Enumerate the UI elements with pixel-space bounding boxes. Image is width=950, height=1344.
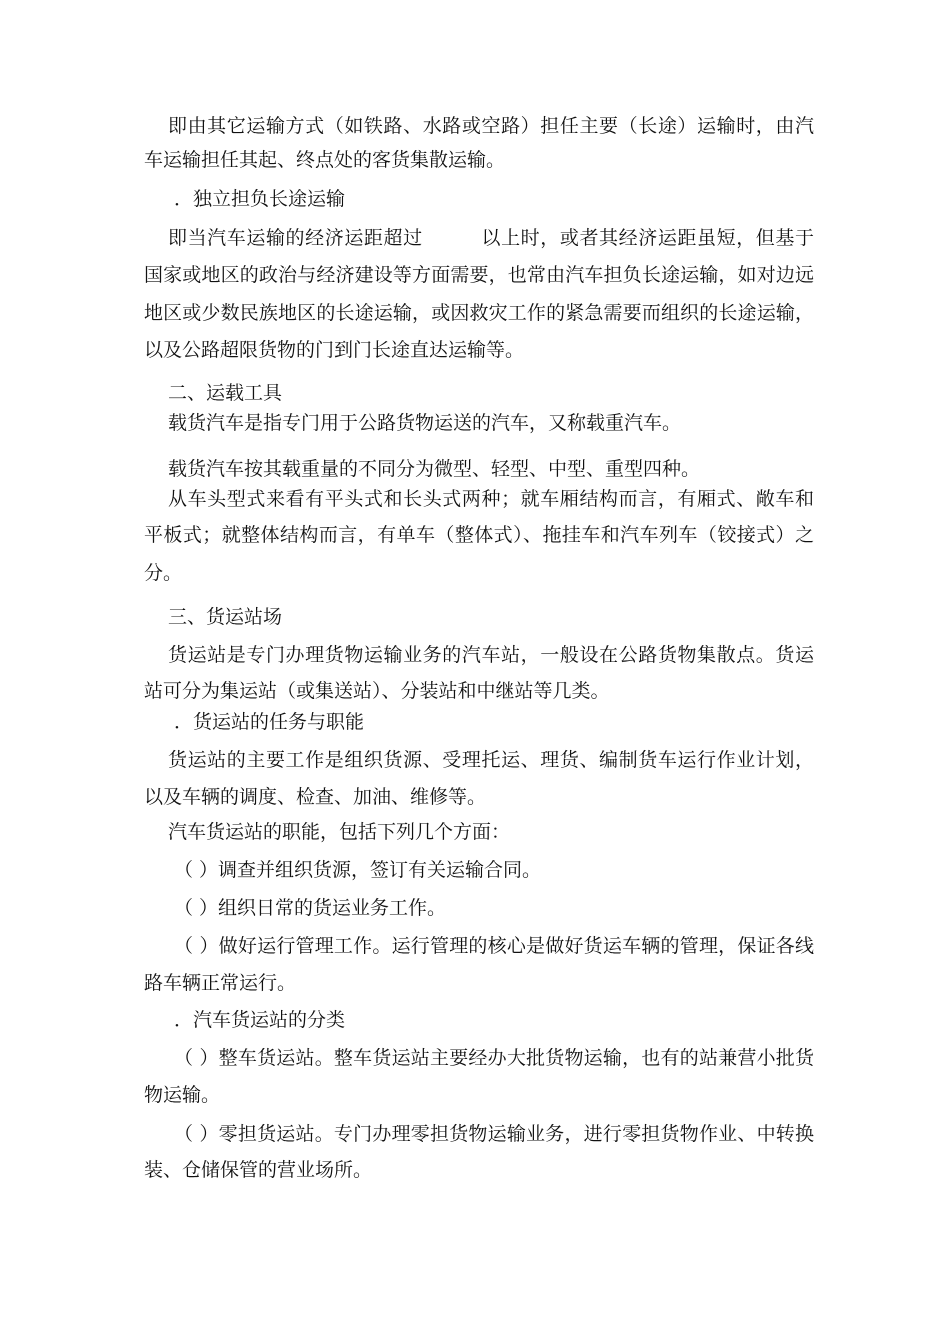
section-heading: ．汽车货运站的分类 [174, 1009, 346, 1031]
text-line: 站可分为集运站（或集送站）、分装站和中继站等几类。 [144, 680, 610, 702]
text-line: 地区或少数民族地区的长途运输，或因救灾工作的紧急需要而组织的长途运输， [144, 302, 814, 324]
section-heading: ．独立担负长途运输 [174, 188, 346, 210]
list-item: （ ）组织日常的货运业务工作。 [174, 897, 447, 919]
text-line: 以及公路超限货物的门到门长途直达运输等。 [144, 339, 525, 361]
text-line: 路车辆正常运行。 [144, 972, 297, 994]
text-line: 平板式；就整体结构而言，有单车（整体式）、拖挂车和汽车列车（铰接式）之 [144, 524, 814, 546]
list-item: （ ）调查并组织货源，签订有关运输合同。 [174, 859, 542, 881]
section-heading: 二、运载工具 [168, 382, 283, 404]
text-line: 载货汽车是指专门用于公路货物运送的汽车，又称载重汽车。 [168, 412, 682, 434]
text-line: 物运输。 [144, 1084, 221, 1106]
text-line: 货运站的主要工作是组织货源、受理托运、理货、编制货车运行作业计划， [168, 749, 814, 771]
text-line: 即当汽车运输的经济运距超过 以上时，或者其经济运距虽短，但基于 [168, 227, 814, 249]
text-line: 从车头型式来看有平头式和长头式两种；就车厢结构而言，有厢式、敞车和 [168, 488, 814, 510]
list-item: （ ）零担货运站。专门办理零担货物运输业务，进行零担货物作业、中转换 [174, 1123, 814, 1145]
text-line: 分。 [144, 562, 183, 584]
section-heading: 三、货运站场 [168, 606, 283, 628]
text-line: 即由其它运输方式（如铁路、水路或空路）担任主要（长途）运输时，由汽 [168, 115, 814, 137]
text-line: 国家或地区的政治与经济建设等方面需要，也常由汽车担负长途运输，如对边远 [144, 264, 814, 286]
text-line: 载货汽车按其载重量的不同分为微型、轻型、中型、重型四种。 [168, 458, 701, 480]
text-line: 车运输担任其起、终点处的客货集散运输。 [144, 149, 506, 171]
text-line: 货运站是专门办理货物运输业务的汽车站，一般设在公路货物集散点。货运 [168, 644, 814, 666]
list-item: （ ）整车货运站。整车货运站主要经办大批货物运输，也有的站兼营小批货 [174, 1047, 814, 1069]
list-item: （ ）做好运行管理工作。运行管理的核心是做好货运车辆的管理，保证各线 [174, 935, 814, 957]
text-line: 装、仓储保管的营业场所。 [144, 1159, 373, 1181]
text-line: 以及车辆的调度、检查、加油、维修等。 [144, 786, 487, 808]
section-heading: ．货运站的任务与职能 [174, 711, 365, 733]
text-line: 汽车货运站的职能，包括下列几个方面： [168, 821, 511, 843]
